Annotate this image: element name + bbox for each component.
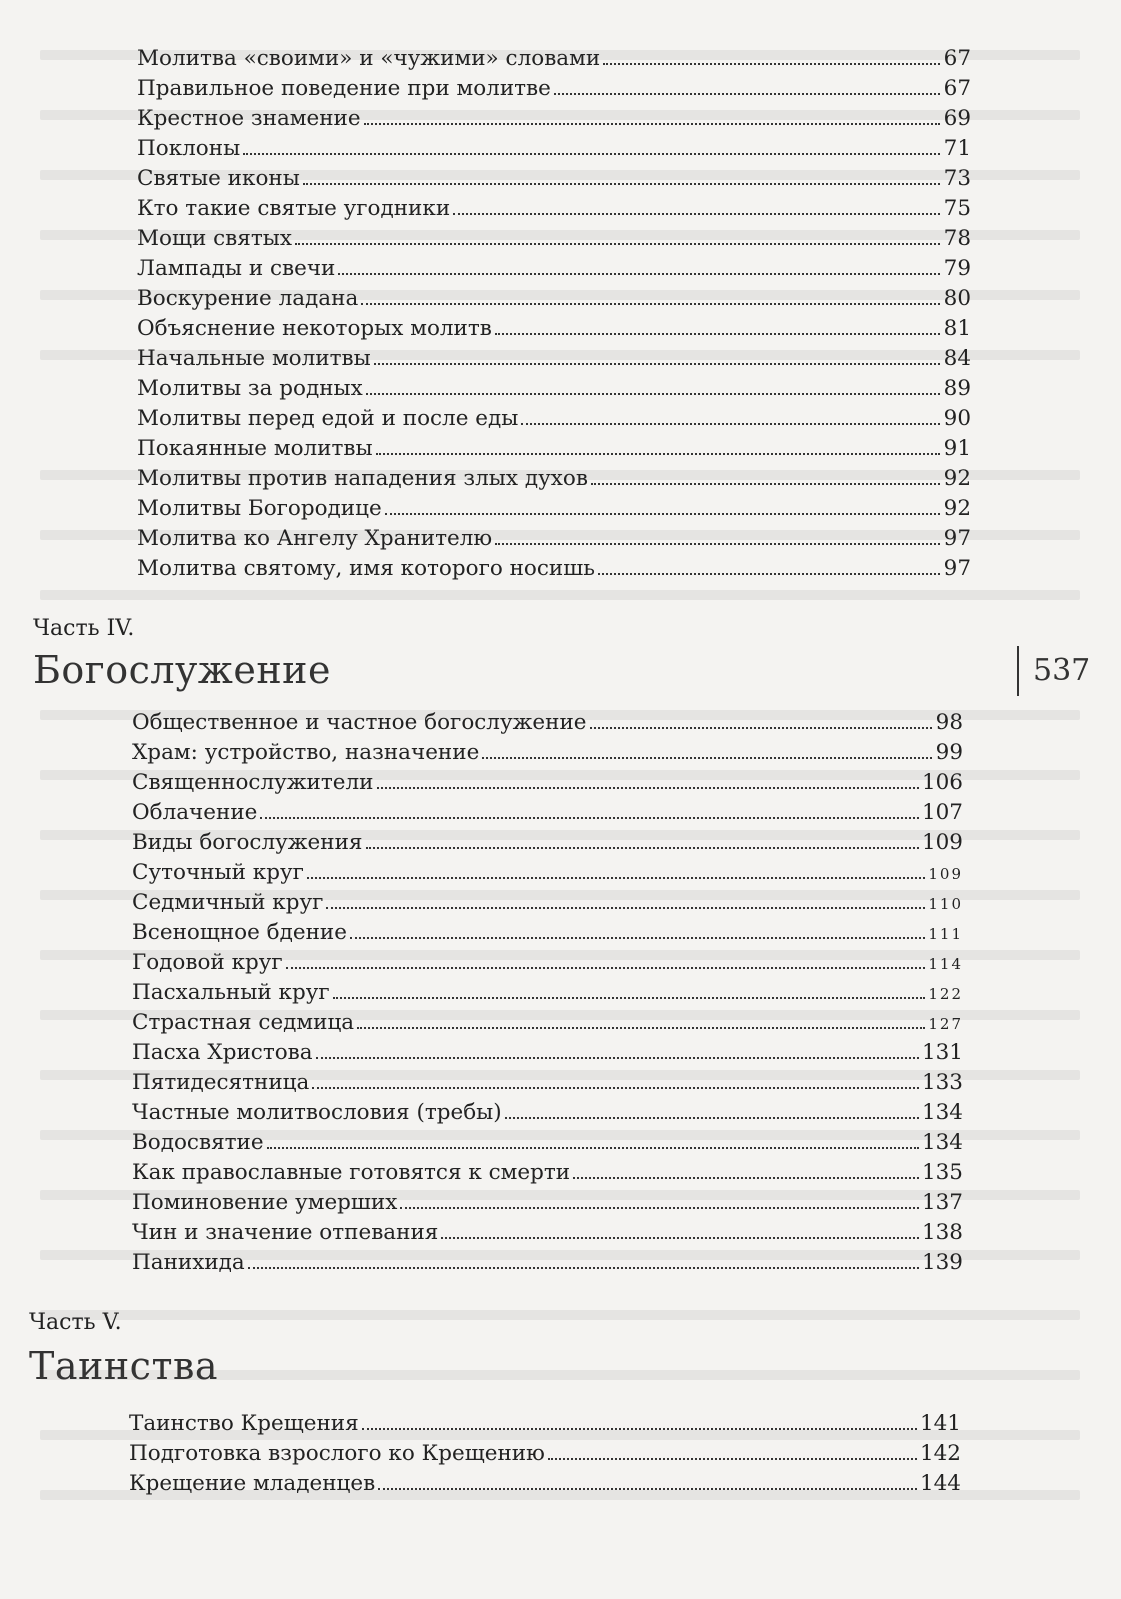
toc-entry-title: Молитвы против нападения злых духов	[137, 466, 588, 491]
toc-entry	[132, 918, 963, 948]
toc-entry-title: Таинство Крещения	[129, 1411, 359, 1436]
dot-leader	[303, 183, 940, 185]
toc-entry-title: Пасхальный круг	[132, 980, 330, 1005]
toc-entry-title: Пятидесятница	[132, 1070, 310, 1095]
toc-entry-page: 141	[919, 1411, 961, 1436]
part-title: Богослужение	[33, 648, 331, 692]
dot-leader	[333, 997, 926, 999]
toc-entry	[129, 1469, 961, 1499]
toc-entry	[132, 798, 963, 828]
dot-leader	[286, 967, 926, 969]
toc-entry	[132, 1128, 963, 1158]
toc-entry-page: 139	[921, 1250, 963, 1275]
toc-entry	[137, 254, 971, 284]
dot-leader	[366, 393, 940, 395]
toc-entry-page: 97	[943, 556, 971, 581]
dot-leader	[357, 1027, 925, 1029]
toc-entry-title: Молитвы за родных	[137, 376, 363, 401]
toc-entry-title: Страстная седмица	[132, 1010, 355, 1035]
toc-entry-title: Молитва ко Ангелу Хранителю	[137, 526, 493, 551]
toc-entry-title: Храм: устройство, назначение	[132, 740, 480, 765]
dot-leader	[316, 1057, 919, 1059]
toc-entry	[132, 978, 963, 1008]
dot-leader	[260, 817, 919, 819]
toc-entry	[132, 1158, 963, 1188]
toc-entry	[132, 1218, 963, 1248]
toc-entry-page: 92	[943, 496, 971, 521]
toc-entry-page: 98	[935, 710, 963, 735]
toc-entry-page: 133	[921, 1070, 963, 1095]
toc-entry-page: 67	[943, 46, 971, 71]
toc-entry	[132, 1188, 963, 1218]
dot-leader	[591, 483, 940, 485]
dot-leader	[495, 333, 940, 335]
toc-entry-page: 127	[928, 1015, 963, 1033]
toc-entry-page: 138	[921, 1220, 963, 1245]
toc-list-sacraments	[129, 1409, 961, 1499]
toc-entry-page: 122	[928, 985, 963, 1003]
toc-entry-page: 99	[935, 740, 963, 765]
toc-entry-page: 144	[919, 1471, 961, 1496]
dot-leader	[326, 907, 925, 909]
toc-entry	[132, 1008, 963, 1038]
dot-leader	[554, 93, 940, 95]
toc-entry	[137, 554, 971, 584]
toc-entry-page: 89	[943, 376, 971, 401]
toc-entry-title: Поминовение умерших	[132, 1190, 398, 1215]
dot-leader	[312, 1087, 919, 1089]
toc-entry-title: Чин и значение отпевания	[132, 1220, 439, 1245]
toc-entry	[137, 344, 971, 374]
toc-entry	[132, 738, 963, 768]
dot-leader	[453, 213, 940, 215]
toc-entry-page: 67	[943, 76, 971, 101]
toc-entry	[137, 74, 971, 104]
toc-entry-title: Правильное поведение при молитве	[137, 76, 551, 101]
dot-leader	[248, 1267, 919, 1269]
dot-leader	[505, 1117, 919, 1119]
dot-leader	[243, 153, 940, 155]
toc-entry	[129, 1439, 961, 1469]
dot-leader	[590, 727, 932, 729]
dot-leader	[267, 1147, 919, 1149]
toc-entry	[132, 1248, 963, 1278]
toc-entry	[137, 524, 971, 554]
toc-entry	[137, 434, 971, 464]
toc-entry	[132, 828, 963, 858]
toc-entry-page: 137	[921, 1190, 963, 1215]
toc-entry-title: Панихида	[132, 1250, 245, 1275]
toc-entry-title: Молитвы перед едой и после еды	[137, 406, 519, 431]
toc-entry-title: Кто такие святые угодники	[137, 196, 451, 221]
toc-entry-title: Подготовка взрослого ко Крещению	[129, 1441, 545, 1466]
part-title: Таинства	[29, 1344, 219, 1388]
toc-entry	[137, 464, 971, 494]
toc-entry-title: Облачение	[132, 800, 258, 825]
toc-entry-page: 69	[943, 106, 971, 131]
dot-leader	[361, 303, 940, 305]
toc-entry-page: 80	[943, 286, 971, 311]
toc-entry-title: Как православные готовятся к смерти	[132, 1160, 571, 1185]
dot-leader	[603, 63, 940, 65]
toc-entry	[132, 708, 963, 738]
toc-entry-page: 90	[943, 406, 971, 431]
toc-entry	[137, 104, 971, 134]
toc-entry-title: Воскурение ладана	[137, 286, 359, 311]
dot-leader	[482, 757, 932, 759]
toc-entry	[137, 494, 971, 524]
toc-entry-page: 109	[928, 865, 963, 883]
toc-entry-title: Молитва «своими» и «чужими» словами	[137, 46, 601, 71]
dot-leader	[350, 937, 925, 939]
toc-entry	[132, 1038, 963, 1068]
dot-leader	[377, 787, 919, 789]
part-label: Часть IV.	[33, 616, 135, 641]
toc-entry-title: Годовой круг	[132, 950, 283, 975]
dot-leader	[598, 573, 940, 575]
dot-leader	[307, 877, 925, 879]
toc-entry-title: Поклоны	[137, 136, 241, 161]
toc-entry-page: 73	[943, 166, 971, 191]
dot-leader	[400, 1207, 919, 1209]
toc-entry-title: Мощи святых	[137, 226, 292, 251]
toc-entry-page: 71	[943, 136, 971, 161]
dot-leader	[362, 1428, 917, 1430]
dot-leader	[521, 423, 940, 425]
toc-entry	[132, 888, 963, 918]
dot-leader	[364, 123, 940, 125]
toc-entry-title: Суточный круг	[132, 860, 304, 885]
dot-leader	[374, 363, 940, 365]
toc-list-prayer	[137, 44, 971, 584]
toc-entry-title: Седмичный круг	[132, 890, 324, 915]
toc-entry-title: Общественное и частное богослужение	[132, 710, 587, 735]
dot-leader	[495, 543, 940, 545]
toc-entry-page: 110	[928, 895, 963, 913]
toc-entry-page: 131	[921, 1040, 963, 1065]
toc-entry-title: Молитвы Богородице	[137, 496, 382, 521]
page-number: 537	[1017, 646, 1090, 696]
dot-leader	[441, 1237, 919, 1239]
part-label: Часть V.	[29, 1310, 122, 1335]
toc-entry-title: Крестное знамение	[137, 106, 361, 131]
toc-entry-page: 97	[943, 526, 971, 551]
toc-entry-title: Частные молитвословия (требы)	[132, 1100, 502, 1125]
toc-entry-title: Крещение младенцев	[129, 1471, 376, 1496]
toc-entry-title: Виды богослужения	[132, 830, 363, 855]
toc-list-divine-service	[132, 708, 963, 1278]
toc-entry-page: 106	[921, 770, 963, 795]
toc-entry-page: 79	[943, 256, 971, 281]
toc-entry-page: 134	[921, 1100, 963, 1125]
toc-entry-title: Святые иконы	[137, 166, 300, 191]
toc-entry-title: Водосвятие	[132, 1130, 264, 1155]
toc-entry	[132, 1068, 963, 1098]
dot-leader	[548, 1458, 917, 1460]
toc-entry-page: 91	[943, 436, 971, 461]
toc-entry	[137, 194, 971, 224]
dot-leader	[376, 453, 940, 455]
dot-leader	[338, 273, 940, 275]
toc-entry	[137, 44, 971, 74]
toc-entry-title: Священнослужители	[132, 770, 374, 795]
toc-entry-page: 111	[928, 925, 963, 943]
toc-entry-page: 75	[943, 196, 971, 221]
toc-entry	[137, 374, 971, 404]
toc-entry	[137, 134, 971, 164]
toc-entry	[132, 948, 963, 978]
toc-entry-title: Покаянные молитвы	[137, 436, 373, 461]
toc-entry-page: 114	[928, 955, 963, 973]
dot-leader	[573, 1177, 919, 1179]
toc-entry-page: 107	[921, 800, 963, 825]
toc-entry-title: Всенощное бдение	[132, 920, 347, 945]
toc-entry-page: 78	[943, 226, 971, 251]
toc-entry-title: Объяснение некоторых молитв	[137, 316, 492, 341]
toc-entry	[137, 164, 971, 194]
toc-entry-page: 81	[943, 316, 971, 341]
toc-entry	[137, 224, 971, 254]
toc-entry-page: 135	[921, 1160, 963, 1185]
toc-entry-page: 142	[919, 1441, 961, 1466]
toc-entry	[129, 1409, 961, 1439]
dot-leader	[295, 243, 940, 245]
toc-entry	[132, 858, 963, 888]
dot-leader	[378, 1488, 917, 1490]
toc-entry	[132, 768, 963, 798]
toc-entry	[132, 1098, 963, 1128]
toc-entry-page: 134	[921, 1130, 963, 1155]
toc-entry	[137, 314, 971, 344]
toc-entry-title: Начальные молитвы	[137, 346, 371, 371]
toc-entry-page: 92	[943, 466, 971, 491]
toc-entry-title: Лампады и свечи	[137, 256, 336, 281]
toc-entry-page: 109	[921, 830, 963, 855]
toc-entry-page: 84	[943, 346, 971, 371]
dot-leader	[366, 847, 919, 849]
toc-entry-title: Молитва святому, имя которого носишь	[137, 556, 595, 581]
toc-entry-title: Пасха Христова	[132, 1040, 313, 1065]
dot-leader	[385, 513, 940, 515]
toc-entry	[137, 404, 971, 434]
toc-entry	[137, 284, 971, 314]
